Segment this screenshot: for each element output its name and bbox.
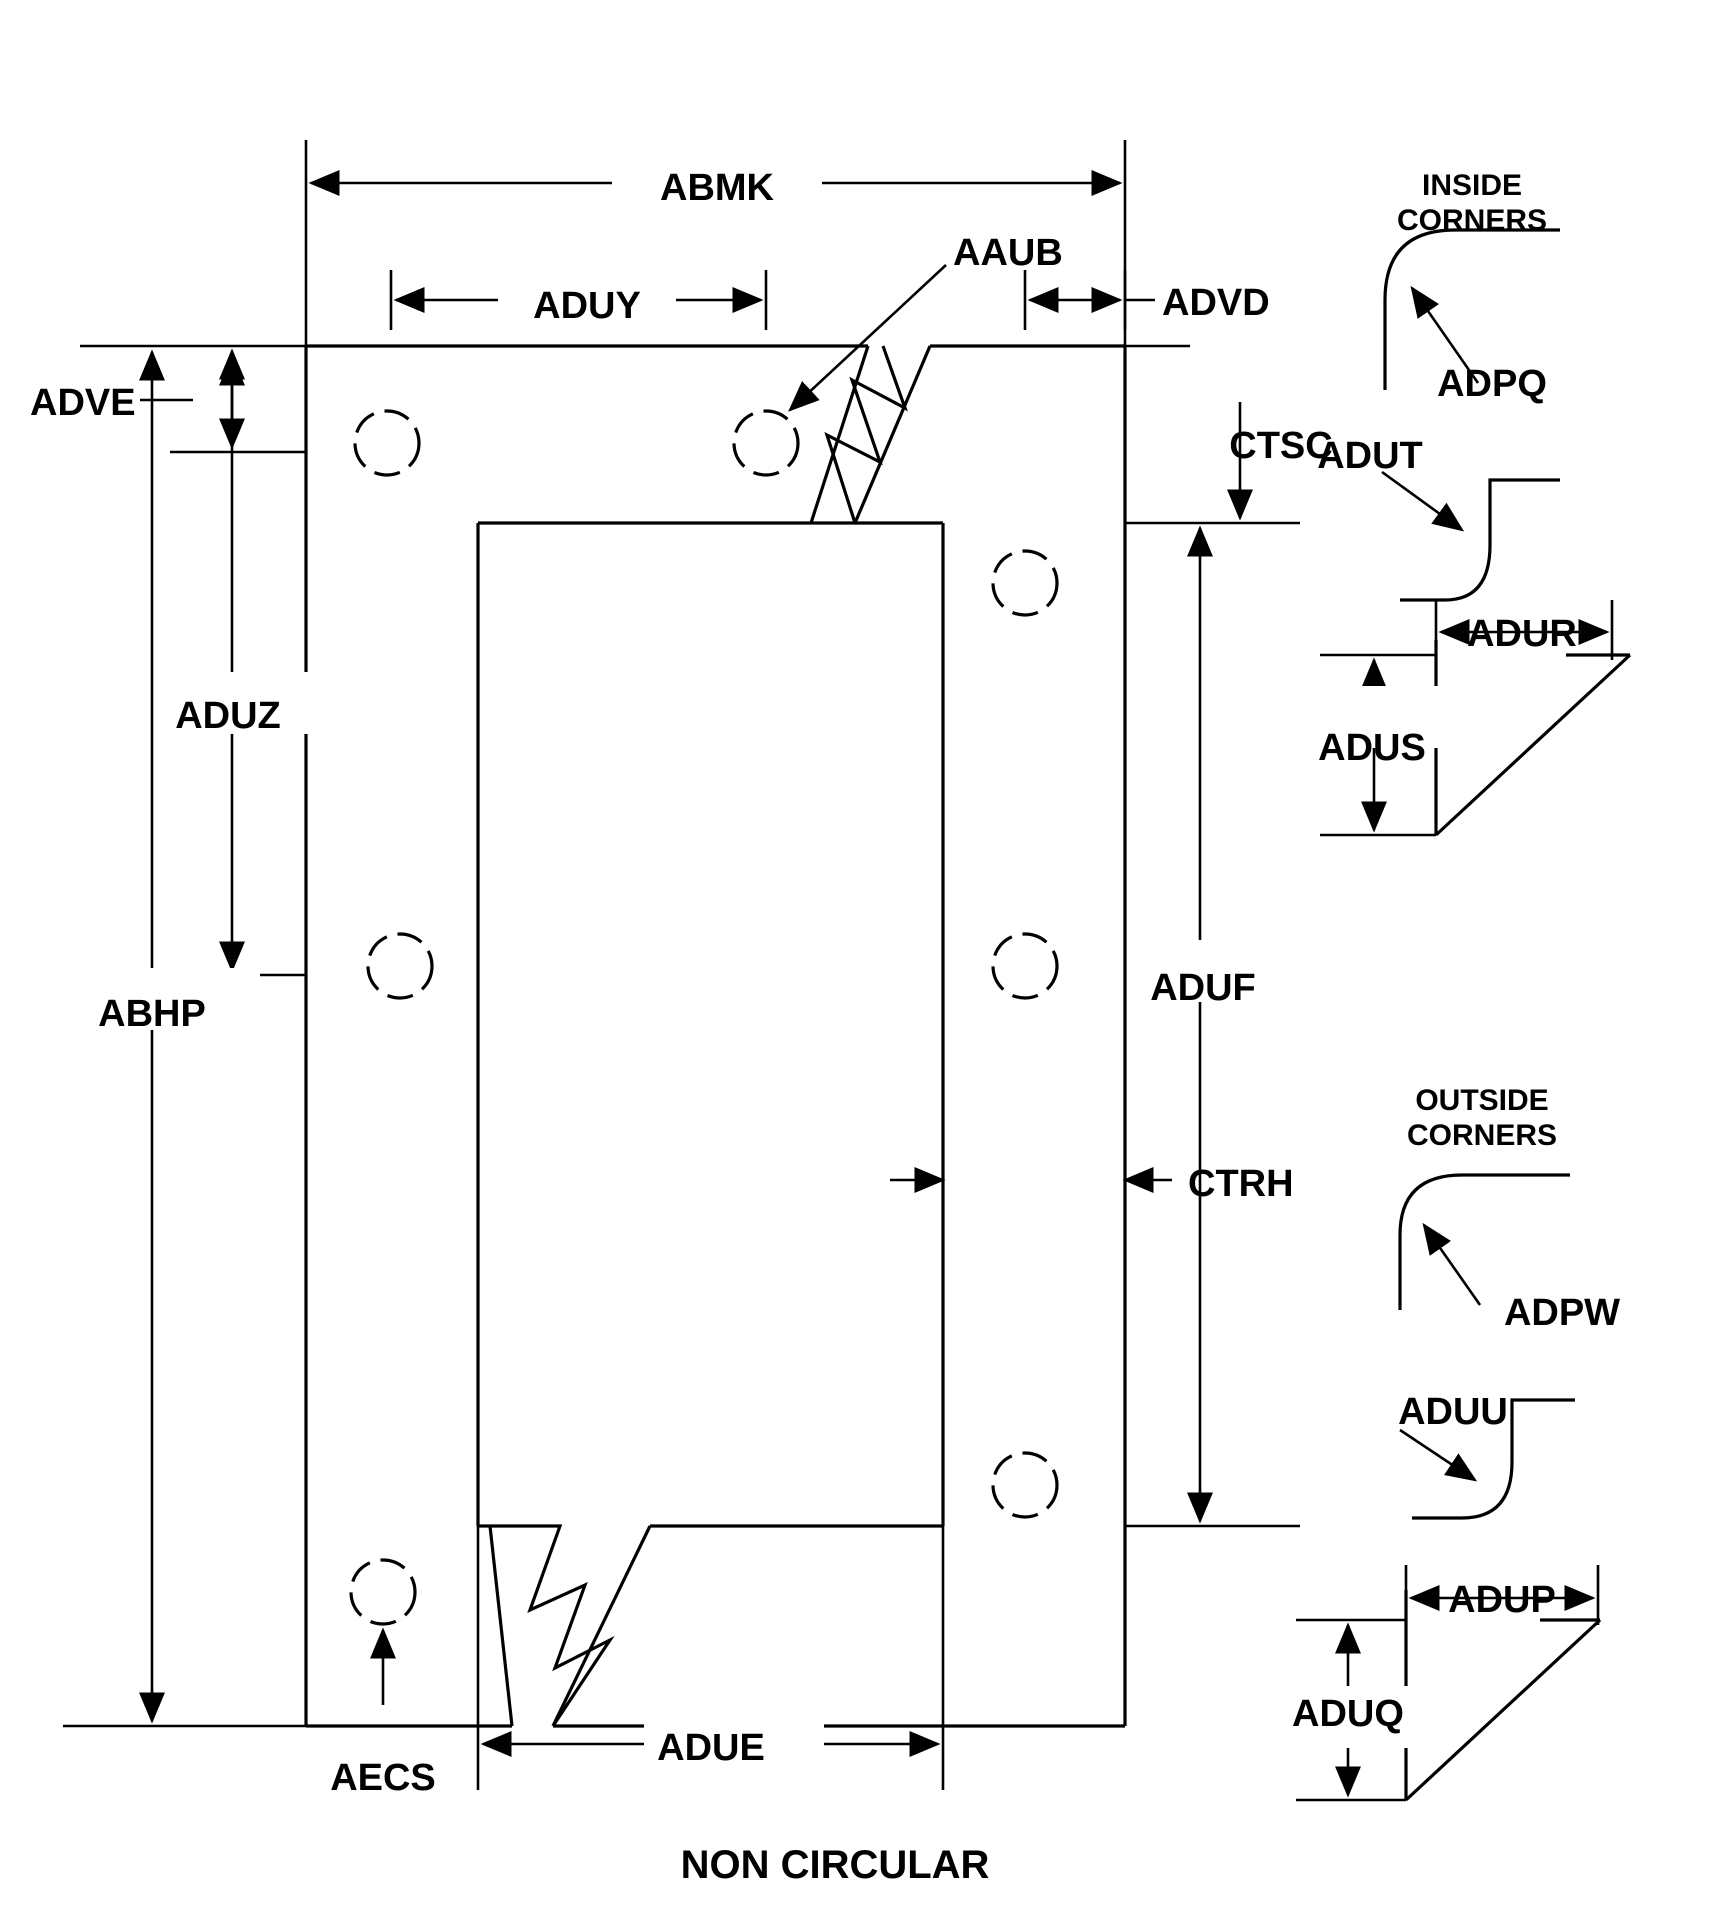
label-aduz: ADUZ [175, 695, 281, 737]
label-aaub: AAUB [953, 232, 1063, 274]
label-abmk: ABMK [660, 167, 774, 209]
label-adut: ADUT [1317, 435, 1423, 477]
diagram-title: NON CIRCULAR [680, 1843, 990, 1887]
label-adus: ADUS [1318, 727, 1426, 769]
label-inside-corners-line2: CORNERS [1396, 204, 1548, 237]
label-aduq: ADUQ [1292, 1693, 1404, 1735]
label-adur: ADUR [1467, 613, 1577, 655]
label-inside-corners-line1: INSIDE [1421, 169, 1523, 202]
label-aduf: ADUF [1150, 967, 1256, 1009]
label-abhp: ABHP [98, 993, 206, 1035]
label-aecs: AECS [330, 1757, 436, 1799]
label-aduu: ADUU [1398, 1391, 1508, 1433]
label-adpq: ADPQ [1437, 363, 1547, 405]
label-adup: ADUP [1448, 1579, 1556, 1621]
label-adpw: ADPW [1503, 1292, 1621, 1334]
label-adve: ADVE [30, 382, 136, 424]
label-ctrh: CTRH [1188, 1163, 1294, 1205]
label-outside-corners-line2: CORNERS [1406, 1119, 1558, 1152]
label-ctsc: CTSC [1229, 425, 1333, 467]
label-advd: ADVD [1162, 282, 1270, 324]
label-adue: ADUE [657, 1727, 765, 1769]
label-outside-corners-line1: OUTSIDE [1415, 1084, 1549, 1117]
label-aduy: ADUY [533, 285, 641, 327]
